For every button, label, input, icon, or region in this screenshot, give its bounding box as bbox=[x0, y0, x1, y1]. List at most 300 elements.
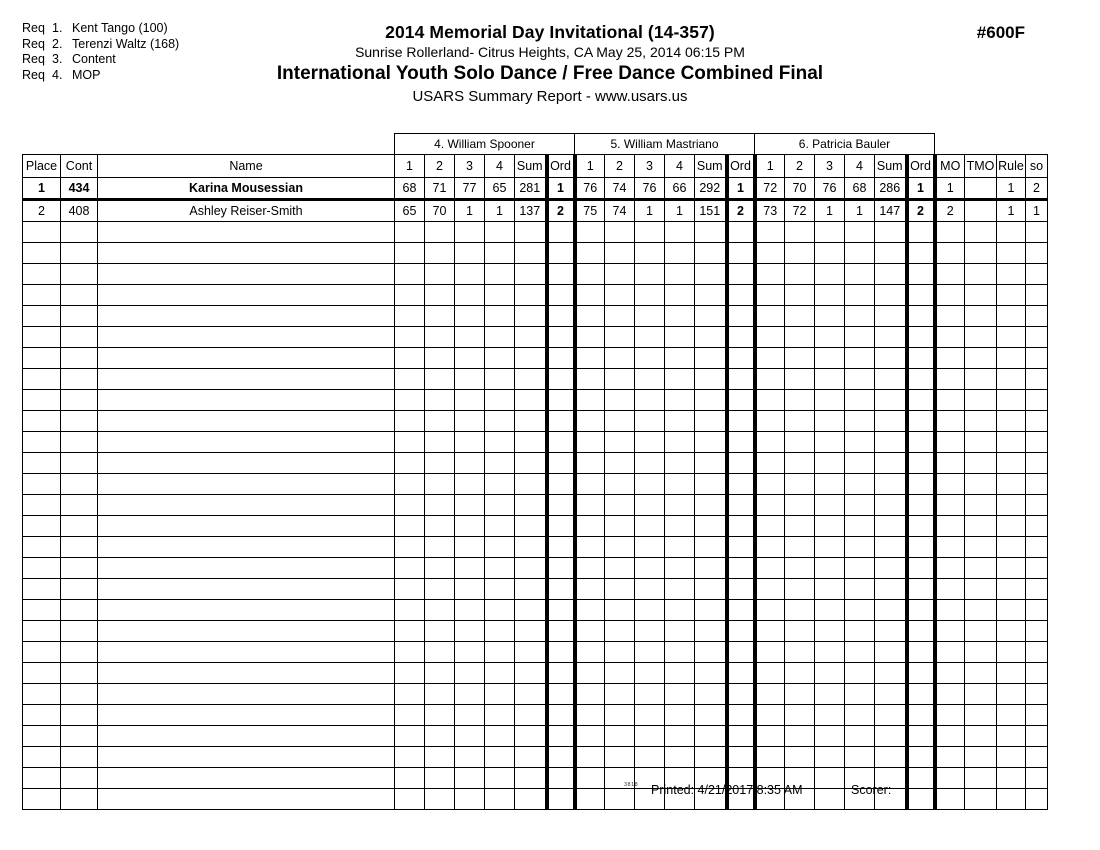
cell-judge-score bbox=[635, 684, 665, 705]
cell-cont bbox=[61, 747, 98, 768]
table-row-empty[interactable] bbox=[23, 369, 1048, 390]
cell-judge-score bbox=[845, 747, 875, 768]
table-row-empty[interactable] bbox=[23, 705, 1048, 726]
cell-cont: 408 bbox=[61, 200, 98, 222]
cell-rule bbox=[997, 558, 1026, 579]
cell-judge-score bbox=[485, 726, 515, 747]
event-code-badge: #600F bbox=[976, 23, 1025, 42]
cell-judge-score bbox=[815, 243, 845, 264]
cell-place bbox=[23, 390, 61, 411]
cell-judge-score bbox=[695, 600, 727, 621]
cell-judge-score bbox=[605, 705, 635, 726]
cell-rule bbox=[997, 348, 1026, 369]
cell-judge-score bbox=[755, 411, 785, 432]
cell-judge-score bbox=[485, 705, 515, 726]
results-table bbox=[22, 133, 1048, 810]
cell-so bbox=[1026, 684, 1048, 705]
cell-judge-score bbox=[875, 495, 907, 516]
cell-tmo bbox=[965, 306, 997, 327]
cell-judge-score bbox=[785, 264, 815, 285]
cell-place: 1 bbox=[23, 178, 61, 200]
cell-name bbox=[98, 264, 395, 285]
cell-judge-score bbox=[575, 348, 605, 369]
cell-judge-score bbox=[605, 264, 635, 285]
table-row-empty[interactable] bbox=[23, 495, 1048, 516]
cell-ord bbox=[547, 684, 575, 705]
table-row-empty[interactable] bbox=[23, 558, 1048, 579]
cell-so bbox=[1026, 579, 1048, 600]
cell-cont bbox=[61, 684, 98, 705]
cell-judge-score bbox=[425, 621, 455, 642]
cell-judge-score bbox=[605, 432, 635, 453]
cell-so bbox=[1026, 600, 1048, 621]
cell-cont bbox=[61, 432, 98, 453]
cell-judge-score bbox=[635, 579, 665, 600]
cell-mo bbox=[935, 411, 965, 432]
cell-judge-score bbox=[455, 285, 485, 306]
cell-tmo bbox=[965, 348, 997, 369]
cell-judge-score bbox=[395, 369, 425, 390]
cell-judge-score: 72 bbox=[755, 178, 785, 200]
cell-judge-score bbox=[755, 474, 785, 495]
cell-judge-score bbox=[425, 684, 455, 705]
cell-judge-score bbox=[635, 621, 665, 642]
cell-ord bbox=[547, 390, 575, 411]
cell-rule bbox=[997, 747, 1026, 768]
cell-judge-score bbox=[815, 747, 845, 768]
cell-judge-score bbox=[515, 285, 547, 306]
cell-ord: 2 bbox=[727, 200, 755, 222]
cell-place bbox=[23, 369, 61, 390]
cell-judge-score bbox=[395, 558, 425, 579]
cell-judge-score bbox=[455, 453, 485, 474]
cell-place bbox=[23, 285, 61, 306]
cell-judge-score bbox=[395, 642, 425, 663]
cell-name bbox=[98, 537, 395, 558]
table-row-empty[interactable] bbox=[23, 453, 1048, 474]
cell-judge-score bbox=[875, 264, 907, 285]
cell-judge-score bbox=[875, 684, 907, 705]
cell-judge-score bbox=[605, 537, 635, 558]
col-header-judge-score: 2 bbox=[425, 155, 455, 178]
cell-name bbox=[98, 495, 395, 516]
cell-judge-score bbox=[755, 495, 785, 516]
cell-judge-score bbox=[395, 516, 425, 537]
table-row-empty[interactable] bbox=[23, 684, 1048, 705]
cell-judge-score bbox=[785, 600, 815, 621]
cell-cont bbox=[61, 306, 98, 327]
cell-ord bbox=[907, 642, 935, 663]
cell-mo bbox=[935, 537, 965, 558]
scorer-label: Scorer: bbox=[851, 783, 892, 797]
cell-name bbox=[98, 516, 395, 537]
requirement-number: 1. bbox=[52, 21, 63, 35]
cell-so bbox=[1026, 306, 1048, 327]
cell-place bbox=[23, 558, 61, 579]
cell-rule: 1 bbox=[997, 178, 1026, 200]
cell-judge-score bbox=[605, 726, 635, 747]
cell-ord bbox=[727, 432, 755, 453]
cell-judge-score bbox=[845, 495, 875, 516]
cell-judge-score bbox=[635, 453, 665, 474]
cell-judge-score bbox=[485, 579, 515, 600]
cell-judge-score: 137 bbox=[515, 200, 547, 222]
cell-judge-score bbox=[815, 579, 845, 600]
cell-judge-score bbox=[635, 411, 665, 432]
col-header-place: Place bbox=[23, 155, 61, 178]
cell-mo bbox=[935, 369, 965, 390]
cell-ord bbox=[547, 558, 575, 579]
cell-judge-score bbox=[635, 537, 665, 558]
cell-judge-score bbox=[455, 684, 485, 705]
cell-cont bbox=[61, 621, 98, 642]
cell-judge-score: 76 bbox=[635, 178, 665, 200]
cell-judge-score bbox=[515, 642, 547, 663]
cell-cont bbox=[61, 411, 98, 432]
table-row-empty[interactable] bbox=[23, 243, 1048, 264]
cell-judge-score bbox=[515, 579, 547, 600]
cell-ord bbox=[907, 726, 935, 747]
cell-name bbox=[98, 222, 395, 243]
cell-judge-score bbox=[515, 516, 547, 537]
col-header-rule: Rule bbox=[997, 155, 1026, 178]
cell-judge-score bbox=[665, 243, 695, 264]
cell-judge-score bbox=[635, 348, 665, 369]
cell-judge-score bbox=[695, 474, 727, 495]
table-row-empty[interactable] bbox=[23, 474, 1048, 495]
cell-rule bbox=[997, 705, 1026, 726]
cell-judge-score bbox=[425, 411, 455, 432]
cell-judge-score bbox=[755, 390, 785, 411]
cell-mo bbox=[935, 285, 965, 306]
cell-judge-score bbox=[485, 453, 515, 474]
cell-ord bbox=[547, 243, 575, 264]
cell-judge-score bbox=[515, 495, 547, 516]
cell-cont bbox=[61, 285, 98, 306]
cell-judge-score bbox=[485, 264, 515, 285]
cell-ord bbox=[727, 705, 755, 726]
table-row-empty[interactable] bbox=[23, 747, 1048, 768]
cell-judge-score: 73 bbox=[755, 200, 785, 222]
cell-judge-score bbox=[695, 411, 727, 432]
cell-judge-score bbox=[515, 264, 547, 285]
table-row-empty[interactable] bbox=[23, 411, 1048, 432]
cell-judge-score bbox=[395, 726, 425, 747]
cell-judge-score bbox=[575, 474, 605, 495]
cell-judge-score bbox=[815, 705, 845, 726]
cell-rule bbox=[997, 600, 1026, 621]
table-row-empty[interactable] bbox=[23, 579, 1048, 600]
cell-tmo bbox=[965, 495, 997, 516]
table-row-empty[interactable] bbox=[23, 663, 1048, 684]
cell-judge-score: 66 bbox=[665, 178, 695, 200]
cell-judge-score bbox=[695, 432, 727, 453]
cell-ord bbox=[907, 306, 935, 327]
cell-cont bbox=[61, 642, 98, 663]
cell-judge-score bbox=[695, 621, 727, 642]
cell-judge-score bbox=[575, 516, 605, 537]
cell-ord bbox=[907, 432, 935, 453]
table-row-empty[interactable] bbox=[23, 600, 1048, 621]
cell-judge-score bbox=[695, 495, 727, 516]
cell-ord bbox=[547, 747, 575, 768]
table-row-empty[interactable] bbox=[23, 516, 1048, 537]
cell-mo bbox=[935, 705, 965, 726]
cell-judge-score bbox=[575, 243, 605, 264]
cell-place bbox=[23, 747, 61, 768]
cell-judge-score bbox=[665, 558, 695, 579]
cell-rule bbox=[997, 285, 1026, 306]
requirement-text: MOP bbox=[72, 67, 101, 82]
cell-judge-score: 65 bbox=[395, 200, 425, 222]
cell-cont bbox=[61, 558, 98, 579]
cell-judge-score bbox=[845, 222, 875, 243]
cell-judge-score bbox=[755, 747, 785, 768]
cell-judge-score bbox=[395, 453, 425, 474]
cell-so bbox=[1026, 516, 1048, 537]
cell-judge-score bbox=[845, 684, 875, 705]
cell-mo bbox=[935, 390, 965, 411]
cell-ord bbox=[547, 348, 575, 369]
cell-ord bbox=[547, 474, 575, 495]
cell-judge-score bbox=[695, 222, 727, 243]
cell-tmo bbox=[965, 600, 997, 621]
cell-judge-score bbox=[605, 306, 635, 327]
cell-cont bbox=[61, 600, 98, 621]
cell-judge-score: 68 bbox=[845, 178, 875, 200]
cell-place bbox=[23, 495, 61, 516]
col-header-judge-score: 4 bbox=[845, 155, 875, 178]
cell-judge-score bbox=[695, 453, 727, 474]
cell-judge-score bbox=[845, 432, 875, 453]
cell-so bbox=[1026, 243, 1048, 264]
cell-tmo bbox=[965, 684, 997, 705]
cell-ord bbox=[727, 642, 755, 663]
cell-ord bbox=[547, 222, 575, 243]
col-header-judge-score: Sum bbox=[875, 155, 907, 178]
cell-rule bbox=[997, 579, 1026, 600]
results-table-container bbox=[22, 133, 1048, 810]
cell-judge-score: 71 bbox=[425, 178, 455, 200]
cell-cont bbox=[61, 390, 98, 411]
venue-datetime: Sunrise Rollerland- Citrus Heights, CA May 25, 2014 06:15 PM bbox=[355, 44, 745, 60]
table-row-empty[interactable] bbox=[23, 327, 1048, 348]
cell-tmo bbox=[965, 747, 997, 768]
col-header-judge-score: 3 bbox=[635, 155, 665, 178]
cell-judge-score bbox=[455, 348, 485, 369]
cell-judge-score bbox=[425, 642, 455, 663]
cell-judge-score bbox=[455, 411, 485, 432]
cell-tmo bbox=[965, 558, 997, 579]
cell-judge-score bbox=[635, 558, 665, 579]
cell-ord bbox=[547, 285, 575, 306]
column-header-row bbox=[23, 155, 1048, 178]
cell-judge-score bbox=[665, 684, 695, 705]
col-header-judge-score: 2 bbox=[605, 155, 635, 178]
cell-mo bbox=[935, 243, 965, 264]
cell-judge-score bbox=[425, 495, 455, 516]
cell-mo bbox=[935, 432, 965, 453]
cell-tmo bbox=[965, 579, 997, 600]
cell-ord bbox=[727, 558, 755, 579]
cell-ord bbox=[727, 537, 755, 558]
cell-judge-score bbox=[395, 579, 425, 600]
cell-judge-score bbox=[605, 747, 635, 768]
cell-judge-score bbox=[455, 222, 485, 243]
cell-cont bbox=[61, 663, 98, 684]
cell-judge-score bbox=[425, 285, 455, 306]
cell-name bbox=[98, 453, 395, 474]
cell-judge-score bbox=[635, 243, 665, 264]
cell-ord bbox=[547, 516, 575, 537]
cell-ord bbox=[727, 453, 755, 474]
col-header-judge-score: 4 bbox=[485, 155, 515, 178]
cell-judge-score bbox=[845, 726, 875, 747]
cell-name bbox=[98, 306, 395, 327]
cell-ord bbox=[907, 390, 935, 411]
cell-place bbox=[23, 327, 61, 348]
cell-judge-score bbox=[875, 516, 907, 537]
cell-tmo bbox=[965, 474, 997, 495]
judge-name-cell: 4. William Spooner bbox=[395, 134, 575, 155]
cell-judge-score bbox=[635, 432, 665, 453]
cell-ord bbox=[907, 558, 935, 579]
table-row-empty[interactable] bbox=[23, 285, 1048, 306]
cell-judge-score bbox=[665, 222, 695, 243]
cell-judge-score bbox=[785, 306, 815, 327]
table-row-empty[interactable] bbox=[23, 390, 1048, 411]
table-row-empty[interactable] bbox=[23, 432, 1048, 453]
cell-name bbox=[98, 474, 395, 495]
cell-so bbox=[1026, 558, 1048, 579]
table-row[interactable] bbox=[23, 200, 1048, 222]
cell-judge-score bbox=[875, 453, 907, 474]
cell-judge-score bbox=[755, 243, 785, 264]
cell-cont bbox=[61, 579, 98, 600]
cell-judge-score bbox=[485, 663, 515, 684]
cell-judge-score bbox=[875, 642, 907, 663]
cell-ord bbox=[907, 495, 935, 516]
table-row-empty[interactable] bbox=[23, 264, 1048, 285]
cell-judge-score bbox=[395, 285, 425, 306]
cell-judge-score bbox=[815, 432, 845, 453]
cell-judge-score bbox=[845, 285, 875, 306]
cell-judge-score bbox=[815, 537, 845, 558]
cell-judge-score bbox=[605, 474, 635, 495]
cell-judge-score bbox=[785, 558, 815, 579]
cell-judge-score bbox=[605, 390, 635, 411]
cell-mo bbox=[935, 222, 965, 243]
cell-judge-score bbox=[575, 495, 605, 516]
cell-judge-score bbox=[875, 663, 907, 684]
cell-judge-score bbox=[575, 621, 605, 642]
cell-judge-score bbox=[605, 453, 635, 474]
cell-judge-score bbox=[695, 684, 727, 705]
cell-so bbox=[1026, 285, 1048, 306]
cell-judge-score bbox=[695, 348, 727, 369]
table-row-empty[interactable] bbox=[23, 621, 1048, 642]
cell-judge-score bbox=[575, 747, 605, 768]
cell-judge-score bbox=[395, 348, 425, 369]
page-title: 2014 Memorial Day Invitational (14-357) bbox=[385, 22, 715, 42]
requirement-keyword: Req bbox=[22, 67, 45, 82]
cell-judge-score bbox=[515, 558, 547, 579]
cell-place bbox=[23, 264, 61, 285]
cell-name: Karina Mousessian bbox=[98, 178, 395, 200]
cell-name bbox=[98, 642, 395, 663]
cell-ord bbox=[727, 243, 755, 264]
cell-judge-score bbox=[455, 474, 485, 495]
cell-ord bbox=[547, 726, 575, 747]
col-header-judge-score: Sum bbox=[695, 155, 727, 178]
cell-judge-score: 1 bbox=[665, 200, 695, 222]
table-row-empty[interactable] bbox=[23, 222, 1048, 243]
cell-judge-score bbox=[875, 579, 907, 600]
cell-mo bbox=[935, 306, 965, 327]
cell-judge-score bbox=[485, 390, 515, 411]
cell-judge-score: 151 bbox=[695, 200, 727, 222]
cell-ord: 2 bbox=[907, 200, 935, 222]
table-row-empty[interactable] bbox=[23, 726, 1048, 747]
cell-judge-score bbox=[515, 705, 547, 726]
cell-cont bbox=[61, 516, 98, 537]
cell-judge-score bbox=[455, 705, 485, 726]
cell-judge-score bbox=[395, 621, 425, 642]
cell-judge-score bbox=[845, 264, 875, 285]
cell-judge-score bbox=[755, 537, 785, 558]
cell-tmo bbox=[965, 726, 997, 747]
cell-judge-score bbox=[395, 264, 425, 285]
cell-judge-score: 65 bbox=[485, 178, 515, 200]
table-row-empty[interactable] bbox=[23, 642, 1048, 663]
cell-name bbox=[98, 621, 395, 642]
requirement-number: 2. bbox=[52, 36, 63, 51]
cell-judge-score bbox=[485, 369, 515, 390]
cell-ord bbox=[727, 222, 755, 243]
cell-name bbox=[98, 579, 395, 600]
table-row-empty[interactable] bbox=[23, 537, 1048, 558]
table-row-empty[interactable] bbox=[23, 348, 1048, 369]
cell-judge-score bbox=[815, 348, 845, 369]
cell-name bbox=[98, 663, 395, 684]
cell-judge-score bbox=[455, 579, 485, 600]
cell-judge-score: 68 bbox=[395, 178, 425, 200]
cell-judge-score bbox=[485, 432, 515, 453]
col-header-cont: Cont bbox=[61, 155, 98, 178]
cell-judge-score bbox=[665, 537, 695, 558]
cell-mo bbox=[935, 516, 965, 537]
cell-judge-score bbox=[755, 621, 785, 642]
table-row-empty[interactable] bbox=[23, 306, 1048, 327]
cell-judge-score bbox=[425, 369, 455, 390]
cell-name bbox=[98, 390, 395, 411]
cell-place: 2 bbox=[23, 200, 61, 222]
cell-judge-score bbox=[635, 663, 665, 684]
cell-mo bbox=[935, 495, 965, 516]
cell-judge-score bbox=[485, 306, 515, 327]
cell-judge-score bbox=[575, 705, 605, 726]
table-row[interactable] bbox=[23, 178, 1048, 200]
requirement-keyword: Req bbox=[22, 21, 45, 35]
col-header-name: Name bbox=[98, 155, 395, 178]
cell-judge-score bbox=[605, 411, 635, 432]
cell-mo bbox=[935, 474, 965, 495]
cell-tmo bbox=[965, 411, 997, 432]
version-stamp: 3818 bbox=[624, 782, 639, 788]
cell-ord bbox=[547, 411, 575, 432]
cell-judge-score bbox=[605, 495, 635, 516]
cell-so bbox=[1026, 432, 1048, 453]
